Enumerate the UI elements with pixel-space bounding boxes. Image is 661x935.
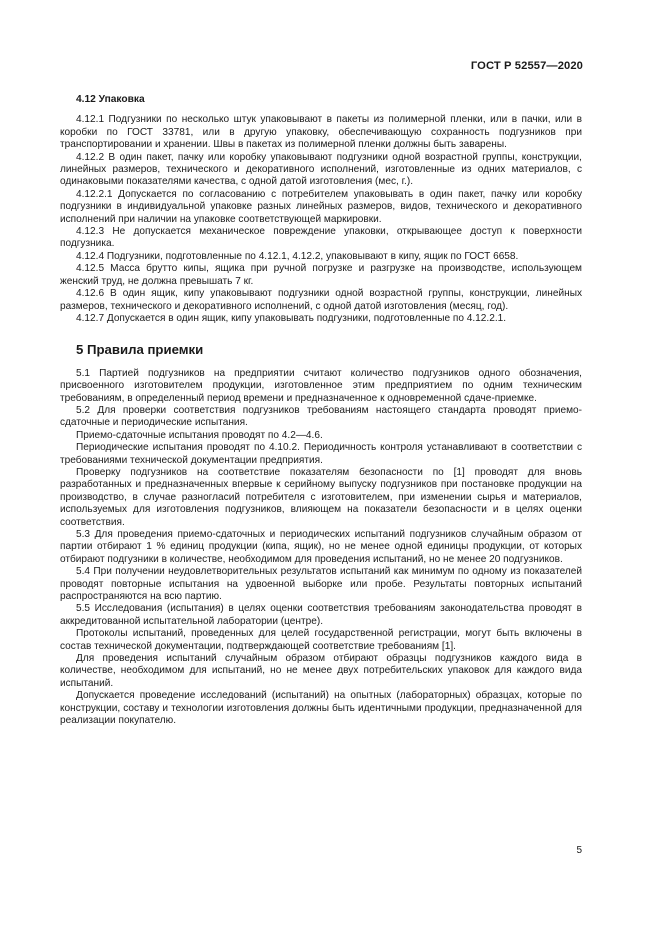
paragraph-4-12-1: 4.12.1 Подгузники по несколько штук упаковывают в пакеты из полимерной пленки, или в пачки, или в коробки по ГОСТ 33781, или в другую упаковку, обеспечивающую сохранность подгузников при транспортировании и хранении. Швы в пакетах из полимерной пленки должны быть заварены. — [60, 114, 582, 151]
paragraph-safety-check: Проверку подгузников на соответствие показателям безопасности по [1] проводят для вновь разработанных и предназначенных впервые к серийному выпуску подгузников при постановке продукции на производство, в случае разногласий потребителя с изготовителем, при изменении сырья и материалов, используемых для изготовления подгузников, влияющем на показатели безопасности и в целях оценки соответствия. — [60, 466, 582, 528]
document-header: ГОСТ Р 52557—2020 — [470, 60, 583, 72]
paragraph-periodic-tests: Периодические испытания проводят по 4.10.2. Периодичность контроля устанавливают в соответствии с требованиями технической документации предприятия. — [60, 442, 582, 466]
paragraph-5-4: 5.4 При получении неудовлетворительных результатов испытаний как минимум по одному из показателей проводят повторные испытания на удвоенной выборке или пробе. Результаты повторных испытаний распространяются на всю партию. — [60, 566, 582, 603]
paragraph-4-12-2: 4.12.2 В один пакет, пачку или коробку упаковывают подгузники одной возрастной группы, конструкции, линейных размеров, технического и декоративного исполнений, изготовленные из одних материалов, с одинаковыми показателями качества, с одной датой изготовления (мес, г.). — [60, 151, 582, 188]
paragraph-4-12-5: 4.12.5 Масса брутто кипы, ящика при ручной погрузке и разгрузке на производстве, использующем женский труд, не должна превышать 7 кг. — [60, 263, 582, 287]
section-5-heading: 5 Правила приемки — [76, 342, 204, 358]
paragraph-4-12-4: 4.12.4 Подгузники, подготовленные по 4.12.1, 4.12.2, упаковывают в кипу, ящик по ГОСТ 6658. — [76, 250, 519, 262]
paragraph-acceptance-tests: Приемо-сдаточные испытания проводят по 4.2—4.6. — [76, 429, 323, 441]
paragraph-test-protocols: Протоколы испытаний, проведенных для целей государственной регистрации, могут быть включены в состав технической документации, подтверждающей соответствие требованиям [1]. — [60, 628, 582, 652]
paragraph-4-12-7: 4.12.7 Допускается в один ящик, кипу упаковывать подгузники, подготовленные по 4.12.2.1. — [76, 312, 507, 324]
paragraph-4-12-6: 4.12.6 В один ящик, кипу упаковывают подгузники одной возрастной группы, конструкции, линейных размеров, технического и декоративного исполнений, с одной датой изготовления (месяц, год). — [60, 288, 582, 312]
page-number: 5 — [576, 845, 582, 856]
section-4-12-heading: 4.12 Упаковка — [76, 94, 145, 105]
paragraph-prototype-tests: Допускается проведение исследований (испытаний) на опытных (лабораторных) образцах, которые по конструкции, составу и технологии изготовления должны быть идентичными продукции, предназначенной для реализации покупателю. — [60, 690, 582, 727]
page-content — [60, 94, 582, 728]
paragraph-5-3: 5.3 Для проведения приемо-сдаточных и периодических испытаний подгузников случайным образом от партии отбирают 1 % единиц продукции (кипа, ящик), но не менее одной единицы продукции, от которых отбирают подгузники в количестве, необходимом для проведения испытаний, но не менее 20 подгузников. — [60, 529, 582, 565]
paragraph-4-12-2-1: 4.12.2.1 Допускается по согласованию с потребителем упаковывать в один пакет, пачку или коробку подгузники в индивидуальной упаковке разных линейных размеров, видов, технического и декоративного исполнений при наличии на упаковке соответствующей маркировки. — [60, 188, 582, 225]
paragraph-sampling: Для проведения испытаний случайным образом отбирают образцы подгузников каждого вида в количестве, необходимом для испытаний, но не менее двух потребительских упаковок для каждого вида испытаний. — [60, 653, 582, 689]
paragraph-5-2: 5.2 Для проверки соответствия подгузников требованиям настоящего стандарта проводят приемо-сдаточные и периодические испытания. — [60, 404, 582, 429]
paragraph-5-5: 5.5 Исследования (испытания) в целях оценки соответствия требованиям законодательства проводят в аккредитованной испытательной лаборатории (центре). — [60, 603, 582, 627]
paragraph-5-1: 5.1 Партией подгузников на предприятии считают количество подгузников одного обозначения, присвоенного изготовителем продукции, изготовленное этим предприятием по одним техническим требованиям, в определенный период времени и предназначенное к одновременной сдаче-приемке. — [60, 367, 582, 404]
paragraph-4-12-3: 4.12.3 Не допускается механическое повреждение упаковки, открывающее доступ к поверхности подгузника. — [60, 226, 582, 250]
